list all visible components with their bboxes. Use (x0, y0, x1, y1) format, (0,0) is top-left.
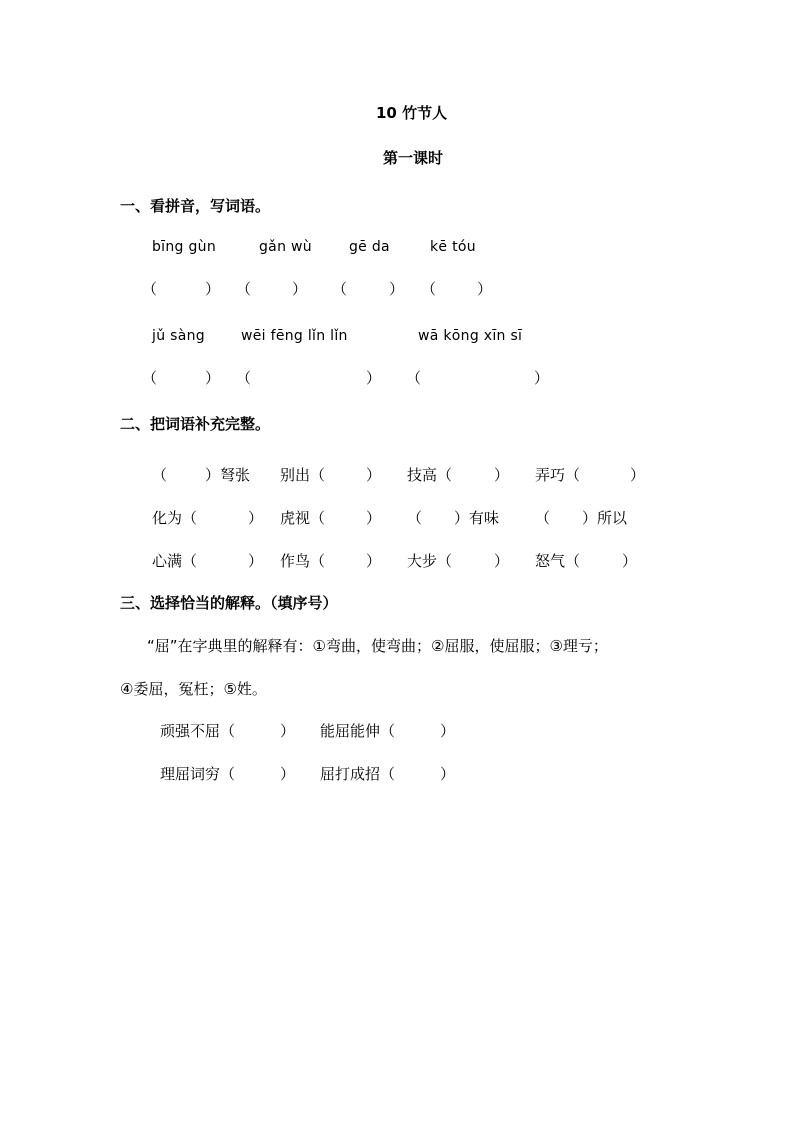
blank-open: （ (236, 369, 252, 387)
blank-open: （ (236, 280, 252, 298)
blank-open: （ (421, 280, 437, 298)
idiom-after: ） (622, 552, 638, 570)
definition-line: “屈”在字典里的解释有：①弯曲，使弯曲；②屈服，使屈服；③理亏； (147, 637, 608, 655)
choice-before: 理屈词穷（ (160, 765, 236, 783)
pinyin-item: kē tóu (430, 239, 476, 255)
idiom-after: ） (366, 466, 382, 484)
idiom-before: 怒气（ (535, 552, 581, 570)
idiom-before: 别出（ (280, 466, 326, 484)
idiom-after: ）弩张 (205, 466, 251, 484)
idiom-before: 虎视（ (280, 509, 326, 527)
idiom-before: 化为（ (152, 509, 198, 527)
idiom-after: ） (248, 509, 264, 527)
idiom-before: （ (535, 509, 551, 527)
idiom-before: 大步（ (407, 552, 453, 570)
blank-close: ） (205, 369, 221, 387)
section2-heading: 二、把词语补充完整。 (120, 415, 271, 433)
idiom-after: ） (630, 466, 646, 484)
idiom-before: 作鸟（ (280, 552, 326, 570)
pinyin-item: gē da (349, 239, 390, 255)
blank-close: ） (477, 280, 493, 298)
blank-open: （ (142, 280, 158, 298)
pinyin-item: wēi fēng lǐn lǐn (241, 328, 348, 344)
idiom-before: 弄巧（ (535, 466, 581, 484)
choice-after: ） (280, 722, 296, 740)
idiom-after: ） (494, 552, 510, 570)
blank-close: ） (292, 280, 308, 298)
idiom-after: ） (248, 552, 264, 570)
choice-after: ） (280, 765, 296, 783)
page-title: 10 竹节人 (376, 104, 448, 122)
idiom-after: ）有味 (454, 509, 500, 527)
blank-close: ） (389, 280, 405, 298)
section1-heading: 一、看拼音，写词语。 (120, 197, 271, 215)
idiom-before: （ (407, 509, 423, 527)
idiom-before: 技高（ (407, 466, 453, 484)
idiom-after: ） (366, 509, 382, 527)
choice-before: 屈打成招（ (320, 765, 396, 783)
idiom-before: 心满（ (152, 552, 198, 570)
blank-close: ） (205, 280, 221, 298)
choice-before: 顽强不屈（ (160, 722, 236, 740)
definition-line: ④委屈，冤枉；⑤姓。 (120, 680, 267, 698)
choice-after: ） (440, 765, 456, 783)
pinyin-item: gǎn wù (259, 239, 312, 255)
choice-after: ） (440, 722, 456, 740)
choice-before: 能屈能伸（ (320, 722, 396, 740)
idiom-after: ）所以 (582, 509, 628, 527)
pinyin-item: jǔ sàng (152, 328, 205, 344)
idiom-before: （ (152, 466, 168, 484)
blank-open: （ (406, 369, 422, 387)
blank-close: ） (534, 369, 550, 387)
blank-open: （ (142, 369, 158, 387)
idiom-after: ） (494, 466, 510, 484)
blank-close: ） (366, 369, 382, 387)
idiom-after: ） (366, 552, 382, 570)
page-subtitle: 第一课时 (383, 149, 444, 167)
blank-open: （ (332, 280, 348, 298)
pinyin-item: wā kōng xīn sī (418, 328, 523, 344)
pinyin-item: bīng gùn (152, 239, 217, 255)
section3-heading: 三、选择恰当的解释。（填序号） (120, 594, 338, 612)
